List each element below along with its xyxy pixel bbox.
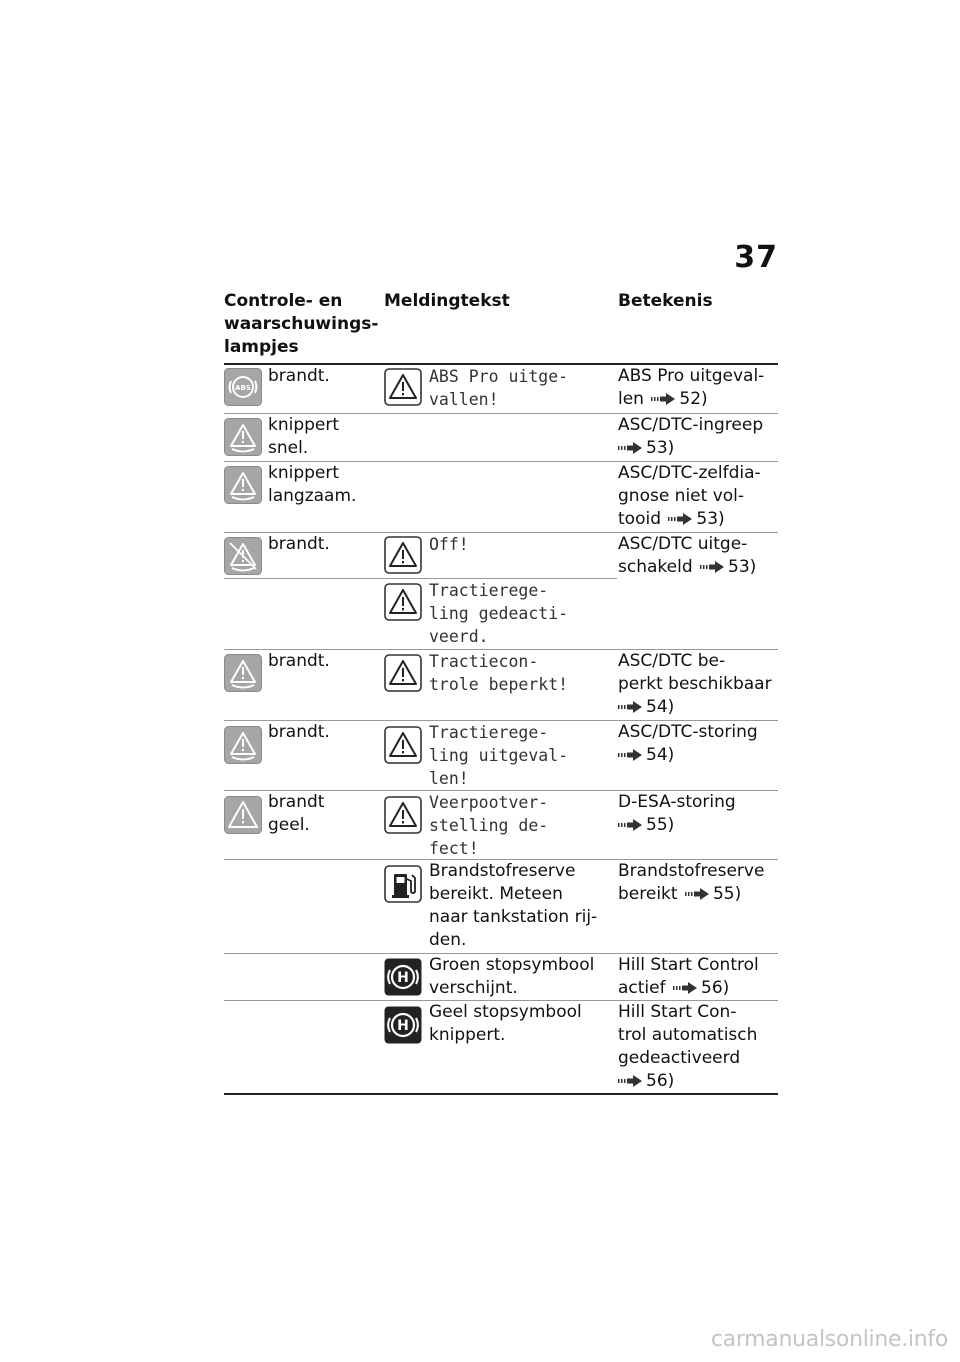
asc-dtc-warning-light-icon (224, 654, 262, 692)
message-text: Veerpootver- stelling de- fect! (429, 793, 549, 858)
message-text: Brandstofreserve bereikt. Meteen naar tankstation rij- den. (429, 861, 598, 950)
page-reference-link[interactable]: 56) (701, 978, 730, 998)
page-reference-link[interactable]: 55) (646, 815, 675, 835)
page-reference-arrow-icon (685, 888, 709, 900)
page-reference-link[interactable]: 56) (646, 1071, 675, 1091)
svg-text:H: H (397, 970, 409, 986)
page-reference-arrow-icon (673, 982, 697, 994)
asc-dtc-warning-light-icon (224, 418, 262, 456)
page-reference-link[interactable]: 55) (712, 884, 742, 904)
warning-triangle-icon (384, 368, 422, 406)
page-reference-arrow-icon (700, 561, 724, 573)
message-text: ABS Pro uitge- vallen! (429, 367, 569, 409)
asc-dtc-warning-light-icon (224, 537, 262, 575)
message-text: Groen stopsymbool verschijnt. (429, 955, 595, 998)
page-reference-link[interactable]: 53) (646, 438, 675, 458)
page-number: 37 (734, 240, 778, 275)
meaning-text: ASC/DTC-storing 54) (618, 722, 758, 765)
abs-warning-light-icon (224, 368, 262, 406)
page-reference-arrow-icon (618, 749, 642, 761)
meaning-text: ASC/DTC uitge- schakeld 53) (618, 534, 757, 577)
table-bottom-rule (224, 1093, 778, 1095)
warning-triangle-icon (384, 536, 422, 574)
fuel-pump-icon (384, 865, 422, 903)
status-text: brandt geel. (268, 792, 325, 835)
meaning-text: ASC/DTC-ingreep 53) (618, 415, 764, 458)
svg-text:H: H (397, 1018, 409, 1034)
page-reference-arrow-icon (651, 393, 675, 405)
status-text: brandt. (268, 651, 330, 671)
asc-dtc-warning-light-icon (224, 466, 262, 504)
message-text: Off! (429, 535, 469, 554)
warning-triangle-icon (384, 796, 422, 834)
message-text: Tractierege- ling uitgeval- len! (429, 723, 569, 788)
page-reference-link[interactable]: 53) (728, 557, 757, 577)
message-text: Tractiecon- trole beperkt! (429, 652, 569, 694)
status-text: brandt. (268, 366, 330, 386)
meaning-text: ABS Pro uitgeval- len 52) (618, 366, 765, 409)
watermark: carmanualsonline.info (710, 1327, 948, 1352)
svg-text:ABS: ABS (235, 384, 251, 392)
general-warning-triangle-icon (224, 796, 262, 834)
hill-start-control-icon (384, 1006, 422, 1044)
message-text: Tractierege- ling gedeacti- veerd. (429, 581, 569, 646)
page-reference-link[interactable]: 54) (646, 745, 675, 765)
page-reference-link[interactable]: 54) (646, 697, 675, 717)
meaning-text: ASC/DTC be- perkt beschikbaar 54) (618, 651, 772, 717)
message-text: Geel stopsymbool knippert. (429, 1002, 582, 1045)
page-reference-arrow-icon (668, 513, 692, 525)
column-header-message: Meldingtekst (384, 291, 510, 311)
page-reference-arrow-icon (618, 1075, 642, 1087)
page-reference-link[interactable]: 53) (696, 509, 725, 529)
meaning-text: Brandstofreserve bereikt 55) (618, 861, 765, 904)
page-reference-arrow-icon (618, 819, 642, 831)
meaning-text: Hill Start Con- trol automatisch gedeactiveerd 56) (618, 1002, 758, 1091)
status-text: knippert langzaam. (268, 463, 357, 506)
status-text: brandt. (268, 534, 330, 554)
status-text: knippert snel. (268, 415, 340, 458)
meaning-text: Hill Start Control actief 56) (618, 955, 759, 998)
meaning-text: ASC/DTC-zelfdia- gnose niet vol- tooid 53) (618, 463, 761, 529)
page-reference-arrow-icon (618, 701, 642, 713)
warning-triangle-icon (384, 654, 422, 692)
page-reference-link[interactable]: 52) (679, 389, 708, 409)
meaning-text: D-ESA-storing 55) (618, 792, 736, 835)
asc-dtc-warning-light-icon (224, 726, 262, 764)
hill-start-control-icon (384, 958, 422, 996)
warning-triangle-icon (384, 726, 422, 764)
page-reference-arrow-icon (618, 442, 642, 454)
status-text: brandt. (268, 722, 330, 742)
column-header-meaning: Betekenis (618, 291, 713, 311)
column-header-lamps: Controle- en waarschuwings- lampjes (224, 291, 379, 357)
warning-triangle-icon (384, 583, 422, 621)
